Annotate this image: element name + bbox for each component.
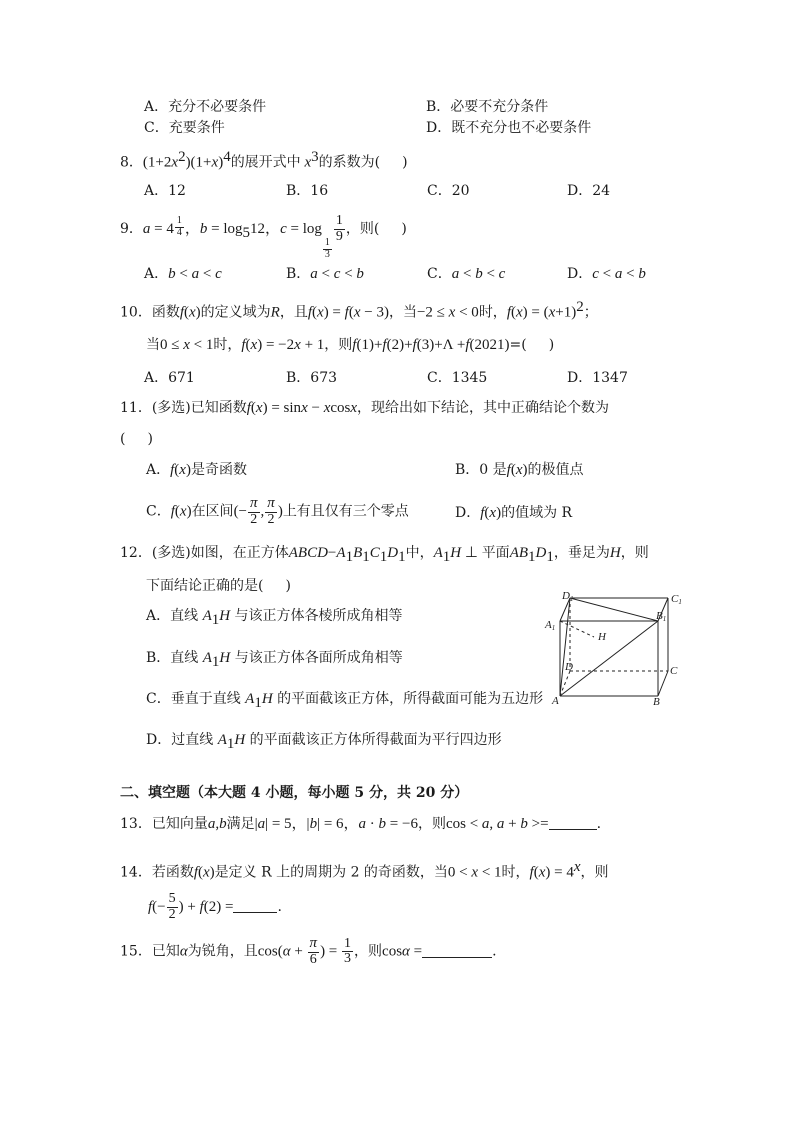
q14-answer-blank[interactable] — [233, 900, 277, 913]
q11-option-d: D．f(x)的值域为 R — [455, 505, 573, 521]
q10-option-d: D．1347 — [567, 370, 628, 386]
section-2-title: 二、填空题（本大题 4 小题，每小题 5 分，共 20 分） — [120, 785, 469, 801]
label-b1: B1 — [656, 610, 667, 623]
q7-option-d: D．既不充分也不必要条件 — [426, 120, 592, 136]
q9-option-a: A．b < a < c — [144, 266, 222, 282]
question-9: 9．a = 4 $\frac{1}{4}$ ，$b = \log_512$，c = log $\frac{1}{3}$ $\frac{1}{9}$ ，则( ) — [120, 213, 407, 260]
q10-option-b: B．673 — [286, 370, 338, 386]
q9-option-c: C．a < b < c — [427, 266, 506, 282]
q12-option-a: A．直线 $A_1H$ 与该正方体各棱所成角相等 — [146, 608, 403, 628]
question-13: 13．已知向量a,b满足|a| = 5，|b| = 6，a · b = −6，则cos < a, a + b >= . — [120, 816, 602, 832]
q8-option-a: A．12 — [144, 183, 186, 199]
q10-option-c: C．1345 — [427, 370, 488, 386]
q8-option-d: D．24 — [567, 183, 611, 199]
q8-option-c: C．20 — [427, 183, 470, 199]
label-c1: C1 — [671, 593, 682, 606]
label-d1: D1 — [562, 590, 574, 603]
q8-option-b: B．16 — [286, 183, 329, 199]
question-15: 15．已知α为锐角，且cos(α + $\frac{\pi}{6}$ ) = $\frac{1}{3}$ ，则cosα = . — [120, 935, 497, 967]
q7-option-c: C．充要条件 — [144, 120, 225, 136]
q12-line2: 下面结论正确的是( ) — [146, 578, 291, 594]
question-8: 8．$(1+2x^2)(1+x)^4$的展开式中 $x^3$的系数为( ) — [120, 149, 408, 171]
label-b: B — [653, 696, 660, 708]
line-a1h — [560, 621, 594, 637]
q10-option-a: A．671 — [144, 370, 195, 386]
q7-option-b: B．必要不充分条件 — [426, 99, 549, 115]
q12-option-c: C．垂直于直线 $A_1H$ 的平面截该正方体，所得截面可能为五边形 — [146, 691, 544, 711]
q15-answer-blank[interactable] — [422, 945, 492, 958]
cube-figure — [540, 588, 690, 708]
question-12: 12．(多选)如图，在正方体$ABCD-A_1B_1C_1D_1$中，$A_1H$ ⊥ 平面$AB_1D_1$，垂足为H，则 — [120, 545, 649, 565]
q11-option-a: A．f(x)是奇函数 — [146, 462, 247, 478]
line-d1b1 — [570, 598, 658, 621]
label-c: C — [670, 665, 678, 677]
label-a: A — [552, 695, 559, 707]
label-h: H — [598, 631, 606, 643]
line-ab1 — [560, 621, 658, 696]
line-ad1 — [560, 598, 570, 696]
q11-paren: ( ) — [120, 431, 153, 447]
q12-option-d: D．过直线 $A_1H$ 的平面截该正方体所得截面为平行四边形 — [146, 732, 502, 752]
question-10-line2: 当0 ≤ x < 1时，f(x) = −2x + 1，则f(1)+f(2)+f(3)+Λ +f(2021)=( ) — [146, 337, 555, 353]
edge-cb — [658, 671, 668, 696]
q9-option-b: B．a < c < b — [286, 266, 364, 282]
question-14: 14．若函数f(x)是定义 R 上的周期为 2 的奇函数，当0 < x < 1时，$f(x) = 4^x$，则 — [120, 859, 609, 881]
q9-option-d: D．c < a < b — [567, 266, 646, 282]
q11-option-c: C．f(x)在区间(− $\frac{\pi}{2}$ , $\frac{\pi}{2}$ )上有且仅有三个零点 — [146, 495, 409, 527]
question-10-line1: 10．函数f(x)的定义域为R，且f(x) = f(x − 3)，当−2 ≤ x < 0时，$f(x) = (x+1)^2$； — [120, 299, 598, 321]
question-11: 11．(多选)已知函数f(x) = sinx − xcosx，现给出如下结论，其中正确结论个数为 — [120, 400, 610, 416]
q12-option-b: B．直线 $A_1H$ 与该正方体各面所成角相等 — [146, 650, 403, 670]
label-a1: A1 — [545, 619, 556, 632]
q11-option-b: B．0 是f(x)的极值点 — [455, 462, 584, 478]
label-d: D — [565, 661, 573, 673]
question-14-line2: f(− $\frac{5}{2}$ ) + f(2) = . — [148, 891, 282, 922]
q13-answer-blank[interactable] — [549, 817, 597, 830]
q7-option-a: A．充分不必要条件 — [144, 99, 267, 115]
